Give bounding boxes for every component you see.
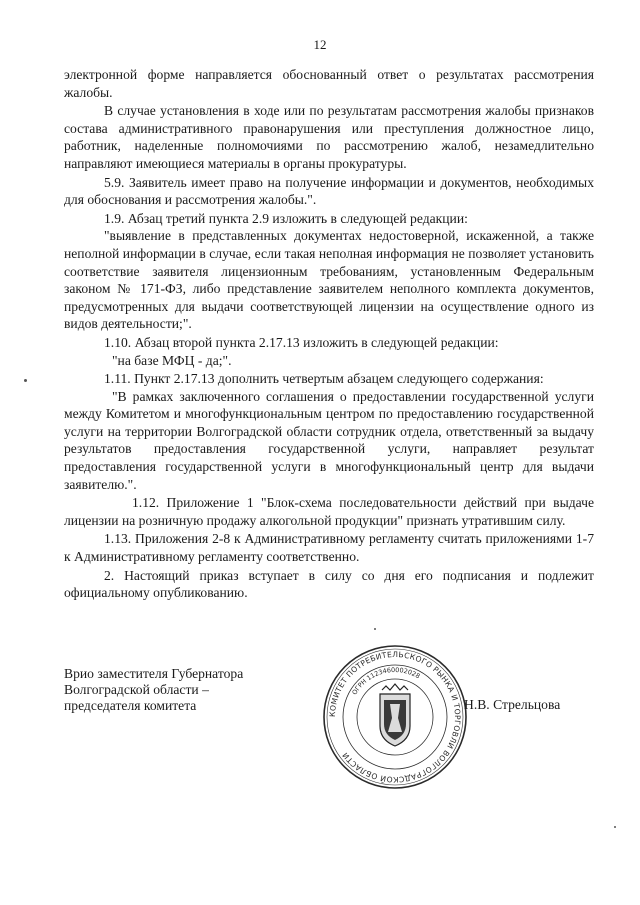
paragraph-1-13: 1.13. Приложения 2-8 к Административному регламенту считать приложениями 1-7 к Административному регламенту соответственно.	[64, 531, 594, 565]
scan-speck	[614, 826, 616, 828]
paragraph-1-9: 1.9. Абзац третий пункта 2.9 изложить в следующей редакции:	[104, 210, 468, 226]
signatory-title-line-2: Волгоградской области –	[64, 682, 209, 697]
seal-outer-textpath: КОМИТЕТ ПОТРЕБИТЕЛЬСКОГО РЫНКА И ТОРГОВЛИ ВОЛГОГРАДСКОЙ ОБЛАСТИ	[327, 649, 463, 785]
signatory-name: Н.В. Стрельцова	[464, 697, 561, 712]
document-body	[64, 66, 594, 602]
paragraph-5-9: 5.9. Заявитель имеет право на получение информации и документов, необходимых для обоснования и рассмотрения жалобы.".	[64, 174, 594, 208]
seal-inner-text	[350, 666, 421, 696]
page-number: 12	[313, 37, 327, 52]
paragraph-1-10: 1.10. Абзац второй пункта 2.17.13 изложить в следующей редакции:	[104, 334, 499, 350]
paragraph-1-9-text: "выявление в представленных документах недостоверной, искаженной, а также неполной информации в случае, если такая неполная информация не позволяет установить соответствие заявителя лицензионным требованиям, установленным Федеральным законом № 171-ФЗ, либо представление заявителем неполного комплекта документов, предусмотренных для выдачи соответствующей лицензии на осуществление одного из видов деятельности;".	[64, 228, 594, 332]
scan-speck	[24, 379, 27, 382]
paragraph-prosecution: В случае установления в ходе или по результатам рассмотрения жалобы признаков состава административного правонарушения или преступления должностное лицо, работник, наделенные полномочиями по рассмотрению жалоб, незамедлительно направляют имеющиеся материалы в органы прокуратуры.	[64, 103, 594, 171]
paragraph-continuation: электронной форме направляется обоснованный ответ о результатах рассмотрения жалобы.	[64, 67, 594, 100]
signatory-title-line-3: председателя комитета	[64, 698, 197, 713]
signature-block	[64, 649, 604, 806]
paragraph-1-11-text: "В рамках заключенного соглашения о предоставлении государственной услуги между Комитетом и многофункциональным центром по предоставлению государственной услуги на территории Волгоградской области сотрудник отдела, ответственный за выдачу результатов предоставления государственной услуги, направляет результат предоставления государственной услуги в многофункциональный центр для выдачи заявителю.".	[64, 388, 594, 492]
scan-speck	[374, 628, 376, 630]
coat-of-arms-icon	[380, 684, 410, 746]
paragraph-2: 2. Настоящий приказ вступает в силу со дня его подписания и подлежит официальному опубликованию.	[64, 567, 594, 601]
seal-inner-textpath: ОГРН 1123460002028	[350, 665, 422, 697]
signatory-title	[64, 666, 274, 714]
paragraph-1-12: 1.12. Приложение 1 "Блок-схема последовательности действий при выдаче лицензии на розничную продажу алкогольной продукции" признать утратившим силу.	[64, 495, 594, 528]
signatory-title-line-1: Врио заместителя Губернатора	[64, 666, 244, 681]
official-seal	[320, 642, 470, 792]
paragraph-1-10-text: "на базе МФЦ - да;".	[112, 352, 232, 368]
paragraph-1-11: 1.11. Пункт 2.17.13 дополнить четвертым абзацем следующего содержания:	[104, 371, 544, 387]
